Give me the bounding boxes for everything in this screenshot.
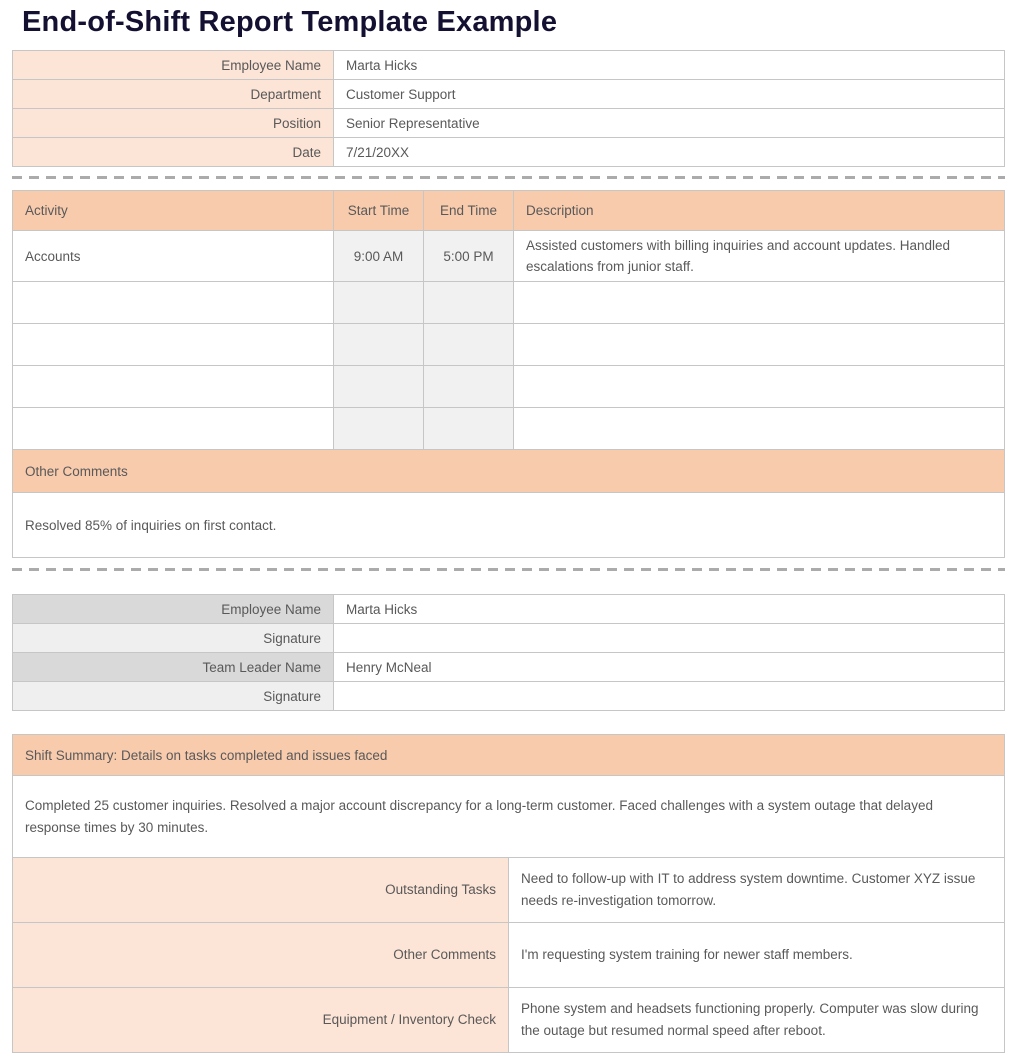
description-cell	[514, 282, 1005, 324]
date-value: 7/21/20XX	[334, 138, 1005, 167]
start-time-column-header: Start Time	[334, 191, 424, 231]
equipment-inventory-check-label: Equipment / Inventory Check	[13, 988, 509, 1053]
employee-name-value: Marta Hicks	[334, 595, 1005, 624]
other-comments-value: Resolved 85% of inquiries on first contact.	[13, 493, 1005, 558]
activity-table	[12, 190, 1005, 558]
activity-header-row	[13, 191, 1005, 231]
position-value: Senior Representative	[334, 109, 1005, 138]
end-time-cell: 5:00 PM	[424, 231, 514, 282]
other-comments-row	[13, 923, 1005, 988]
signature-value	[334, 682, 1005, 711]
team-leader-name-label: Team Leader Name	[13, 653, 334, 682]
description-column-header: Description	[514, 191, 1005, 231]
dashed-divider	[12, 568, 1005, 571]
description-cell: Assisted customers with billing inquiries and account updates. Handled escalations from junior staff.	[514, 231, 1005, 282]
department-label: Department	[13, 80, 334, 109]
shift-summary-header: Shift Summary: Details on tasks completed and issues faced	[13, 735, 1005, 776]
date-label: Date	[13, 138, 334, 167]
department-value: Customer Support	[334, 80, 1005, 109]
spacer	[12, 711, 1005, 734]
team-leader-name-value: Henry McNeal	[334, 653, 1005, 682]
table-row	[13, 138, 1005, 167]
outstanding-tasks-row	[13, 858, 1005, 923]
signature-label: Signature	[13, 624, 334, 653]
end-time-cell	[424, 408, 514, 450]
activity-row	[13, 231, 1005, 282]
end-time-cell	[424, 282, 514, 324]
shift-summary-header-row	[13, 735, 1005, 776]
table-row	[13, 80, 1005, 109]
activity-column-header: Activity	[13, 191, 334, 231]
shift-summary-text: Completed 25 customer inquiries. Resolved a major account discrepancy for a long-term customer. Faced challenges with a system outage that delayed response times by 30 minutes.	[13, 776, 1005, 858]
signature-label: Signature	[13, 682, 334, 711]
activity-cell: Accounts	[13, 231, 334, 282]
start-time-cell	[334, 366, 424, 408]
table-row	[13, 624, 1005, 653]
signature-table	[12, 594, 1005, 711]
spacer	[12, 581, 1005, 594]
employee-name-label: Employee Name	[13, 51, 334, 80]
other-comments-header-row	[13, 450, 1005, 493]
shift-summary-table	[12, 734, 1005, 1053]
activity-cell	[13, 408, 334, 450]
employee-info-table	[12, 50, 1005, 167]
other-comments-label: Other Comments	[13, 923, 509, 988]
equipment-inventory-check-row	[13, 988, 1005, 1053]
other-comments-row	[13, 493, 1005, 558]
end-time-column-header: End Time	[424, 191, 514, 231]
start-time-cell: 9:00 AM	[334, 231, 424, 282]
end-time-cell	[424, 366, 514, 408]
activity-empty-row	[13, 324, 1005, 366]
position-label: Position	[13, 109, 334, 138]
activity-cell	[13, 282, 334, 324]
employee-name-label: Employee Name	[13, 595, 334, 624]
table-row	[13, 51, 1005, 80]
table-row	[13, 109, 1005, 138]
other-comments-header: Other Comments	[13, 450, 1005, 493]
other-comments-value: I'm requesting system training for newer staff members.	[509, 923, 1005, 988]
employee-name-value: Marta Hicks	[334, 51, 1005, 80]
shift-summary-row	[13, 776, 1005, 858]
activity-cell	[13, 366, 334, 408]
table-row	[13, 595, 1005, 624]
start-time-cell	[334, 324, 424, 366]
dashed-divider	[12, 176, 1005, 179]
outstanding-tasks-label: Outstanding Tasks	[13, 858, 509, 923]
description-cell	[514, 324, 1005, 366]
outstanding-tasks-value: Need to follow-up with IT to address system downtime. Customer XYZ issue needs re-investigation tomorrow.	[509, 858, 1005, 923]
activity-cell	[13, 324, 334, 366]
equipment-inventory-check-value: Phone system and headsets functioning properly. Computer was slow during the outage but resumed normal speed after reboot.	[509, 988, 1005, 1053]
table-row	[13, 682, 1005, 711]
activity-empty-row	[13, 408, 1005, 450]
page-title: End-of-Shift Report Template Example	[22, 6, 558, 38]
start-time-cell	[334, 282, 424, 324]
signature-value	[334, 624, 1005, 653]
activity-empty-row	[13, 282, 1005, 324]
end-time-cell	[424, 324, 514, 366]
start-time-cell	[334, 408, 424, 450]
description-cell	[514, 408, 1005, 450]
activity-empty-row	[13, 366, 1005, 408]
table-row	[13, 653, 1005, 682]
description-cell	[514, 366, 1005, 408]
